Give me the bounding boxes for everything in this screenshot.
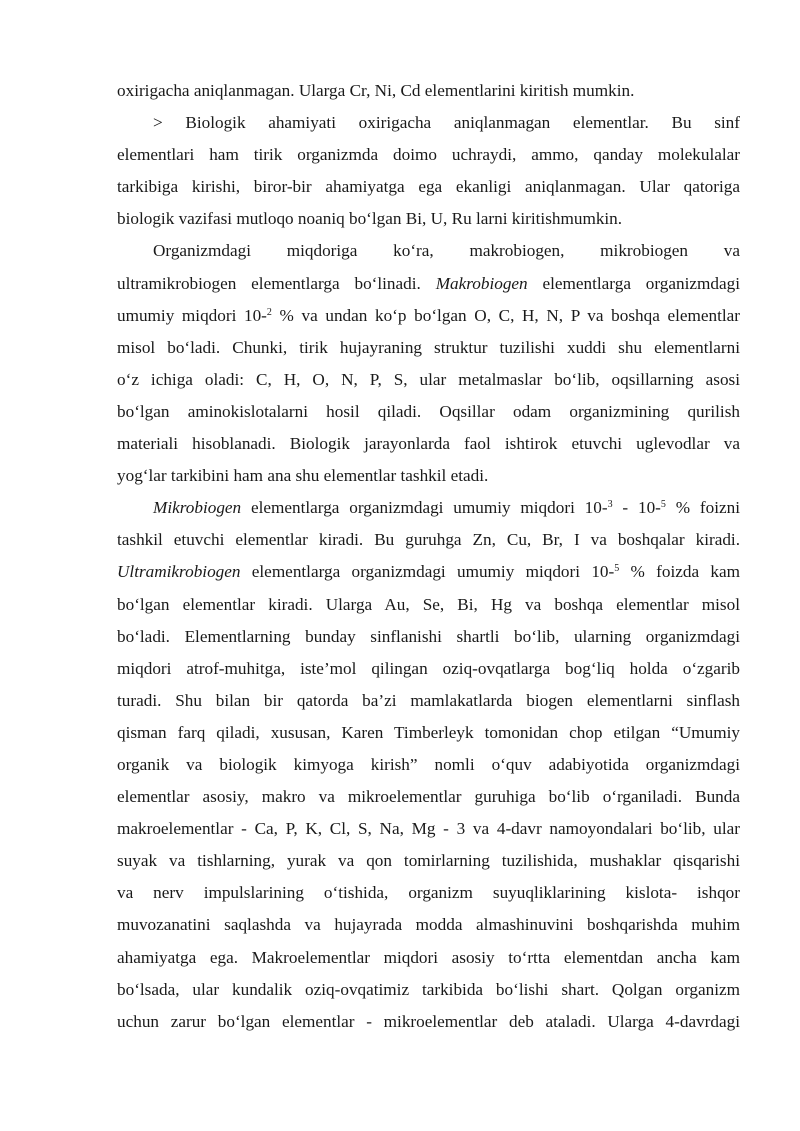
text-line: bo‘lgan elementlar kiradi. Ularga Au, Se, Bi, Hg va boshqa elementlar misol — [117, 594, 740, 614]
text-line: va nerv impulslarining o‘tishida, organizm suyuqliklarining kislota- ishqor — [117, 883, 740, 903]
term-mikrobiogen: Mikrobiogen — [153, 498, 242, 518]
text-line: bo‘lsada, ular kundalik oziq-ovqatimiz tarkibida bo‘lishi shart. Qolgan organizm — [117, 979, 740, 999]
text-line: o‘z ichiga oladi: C, H, O, N, P, S, ular metalmaslar bo‘lib, oqsillarning asosi — [117, 369, 740, 389]
text-line: ahamiyatga ega. Makroelementlar miqdori asosiy to‘rtta elementdan ancha kam — [117, 947, 740, 967]
text-line: Ultramikrobiogen elementlarga organizmdagi umumiy miqdori 10-$^5$ % foizda kam — [117, 562, 740, 582]
text-line: biologik vazifasi mutloqo noaniq bo‘lgan Bi, U, Ru larni kiritishmumkin. — [117, 209, 623, 229]
document-page — [117, 75, 740, 1038]
text-line: ultramikrobiogen elementlarga bo‘linadi. Makrobiogen elementlarga organizmdagi — [117, 273, 740, 293]
text-line: Mikrobiogen elementlarga organizmdagi umumiy miqdori 10-$^3$ - 10-$^5$ % foizni — [153, 498, 740, 518]
text-line: oxirigacha aniqlanmagan. Ularga Cr, Ni, Cd elementlarini kiritish mumkin. — [117, 81, 635, 100]
text-line: tarkibiga kirishi, biror-bir ahamiyatga ega ekanligi aniqlanmagan. Ular qatoriga — [117, 177, 740, 197]
superscript: 5 — [660, 499, 666, 511]
text-line: organik va biologik kimyoga kirish” nomli o‘quv adabiyotida organizmdagi — [117, 754, 740, 774]
text-line: umumiy miqdori 10-$^2$ % va undan ko‘p bo‘lgan O, C, H, N, P va boshqa elementlar — [117, 305, 740, 325]
text-line: makroelementlar - Ca, P, K, Cl, S, Na, Mg - 3 va 4-davr namoyondalari bo‘lib, ular — [117, 819, 740, 839]
text-line: tashkil etuvchi elementlar kiradi. Bu guruhga Zn, Cu, Br, I va boshqalar kiradi. — [117, 530, 740, 550]
term-ultramikrobiogen: Ultramikrobiogen — [117, 562, 241, 582]
text-line: qisman farq qiladi, xususan, Karen Timberleyk tomonidan chop etilgan “Umumiy — [117, 722, 740, 742]
term-makrobiogen: Makrobiogen — [435, 273, 528, 293]
text-line: Organizmdagi miqdoriga ko‘ra, makrobiogen, mikrobiogen va — [153, 241, 740, 261]
text-line: miqdori atrof-muhitga, iste’mol qilingan oziq-ovqatlarga bog‘liq holda o‘zgarib — [117, 658, 740, 678]
text-line: materiali hisoblanadi. Biologik jarayonlarda faol ishtirok etuvchi uglevodlar va — [117, 434, 740, 454]
superscript: 5 — [614, 563, 620, 575]
text-line: misol bo‘ladi. Chunki, tirik hujayraning struktur tuzilishi xuddi shu elementlarni — [117, 337, 740, 357]
text-line: bo‘lgan aminokislotalarni hosil qiladi. Oqsillar odam organizmining qurilish — [117, 401, 740, 421]
text-line: elementlari ham tirik organizmda doimo uchraydi, ammo, qanday molekulalar — [117, 145, 740, 165]
text-line: suyak va tishlarning, yurak va qon tomirlarning tuzilishida, mushaklar qisqarishi — [117, 851, 740, 871]
text-line: turadi. Shu bilan bir qatorda ba’zi mamlakatlarda biogen elementlarni sinflash — [117, 690, 740, 710]
superscript: 2 — [266, 306, 272, 318]
superscript: 3 — [607, 499, 613, 511]
text-line: elementlar asosiy, makro va mikroelementlar guruhiga bo‘lib o‘rganiladi. Bunda — [117, 787, 740, 807]
text-line: yog‘lar tarkibini ham ana shu elementlar tashkil etadi. — [117, 466, 489, 486]
text-line: muvozanatini saqlashda va hujayrada modda almashinuvini boshqarishda muhim — [117, 915, 740, 935]
text-line: bo‘ladi. Elementlarning bunday sinflanishi shartli bo‘lib, ularning organizmdagi — [117, 626, 740, 646]
text-line: uchun zarur bo‘lgan elementlar - mikroelementlar deb ataladi. Ularga 4-davrdagi — [117, 1011, 740, 1031]
text-line: > Biologik ahamiyati oxirigacha aniqlanmagan elementlar. Bu sinf — [153, 113, 740, 133]
